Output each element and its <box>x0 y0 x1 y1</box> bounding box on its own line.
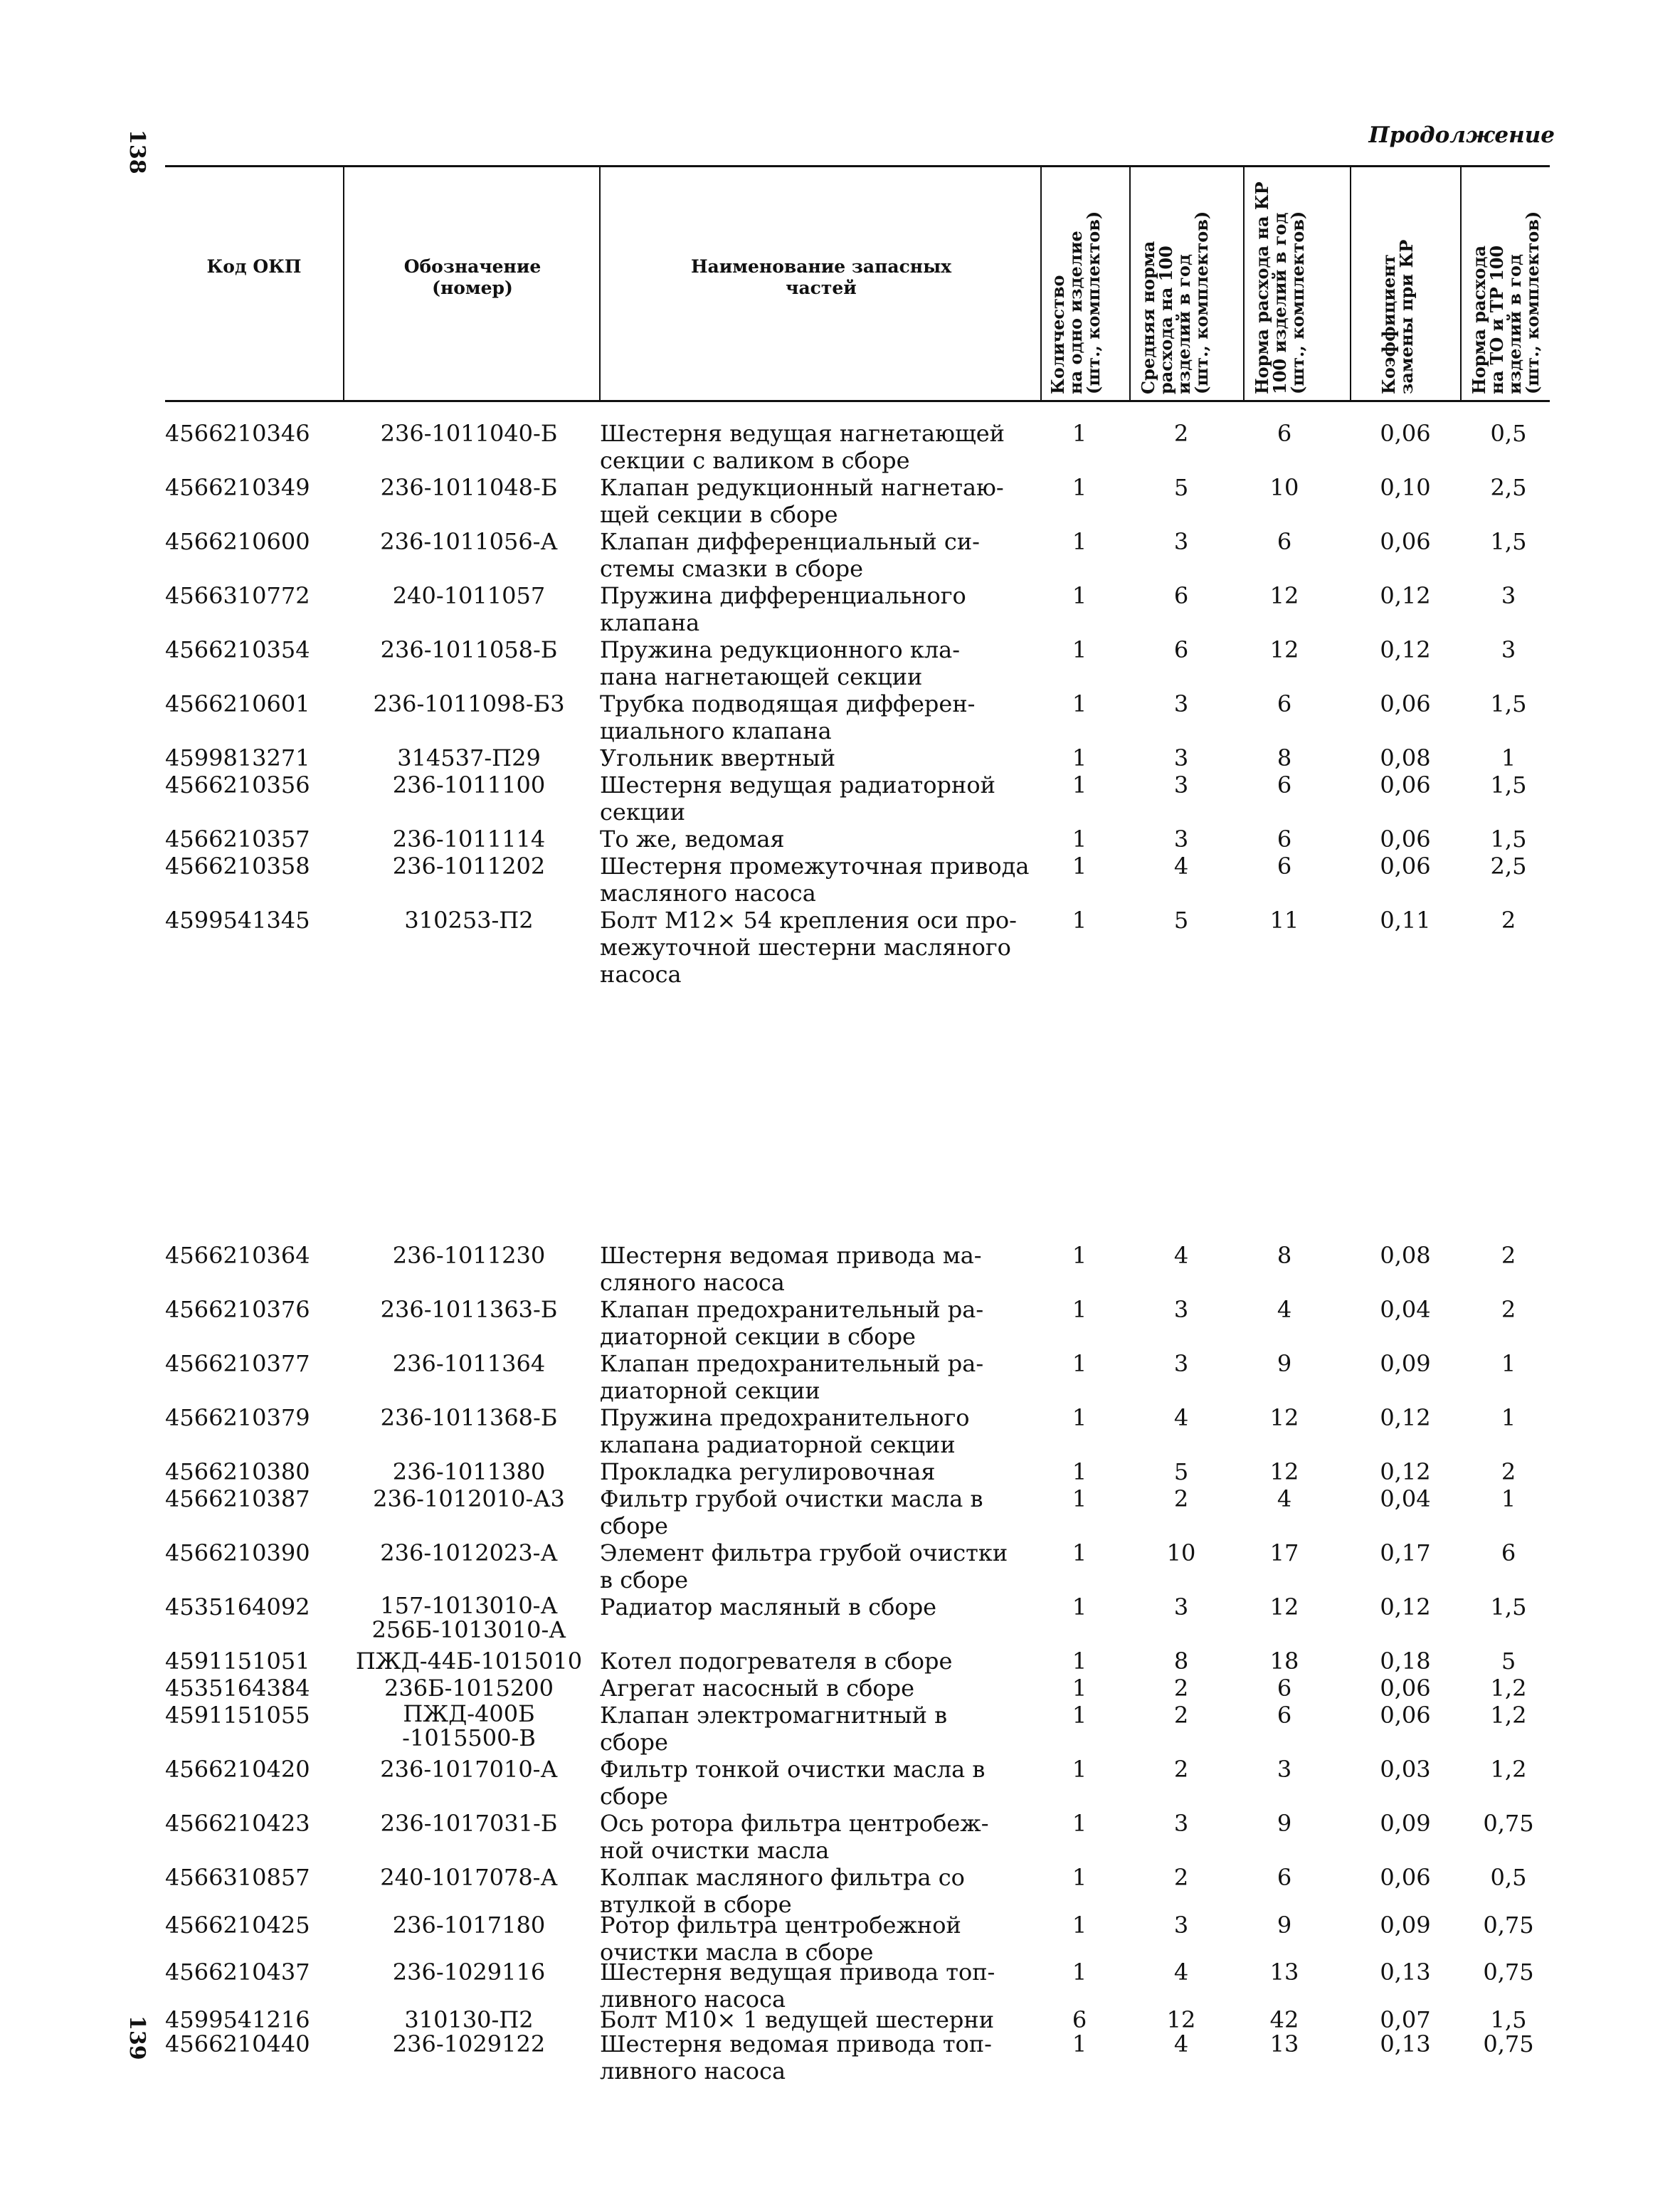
to-norm-cell: 1,5 <box>1490 1593 1527 1621</box>
header-avg-cell <box>1129 165 1243 400</box>
coef-cell: 0,07 <box>1380 2006 1431 2033</box>
qty-cell: 1 <box>1072 1912 1087 1939</box>
to-norm-cell: 2 <box>1501 1458 1516 1485</box>
avg-norm-cell: 3 <box>1173 1593 1189 1621</box>
name-cell: Шестерня ведущая нагнетающей секции с валиком в сборе <box>600 420 1005 474</box>
avg-norm-cell: 3 <box>1173 771 1189 799</box>
name-cell: Болт М12× 54 крепления оси про- межуточной шестерни масляного насоса <box>600 907 1017 988</box>
code-cell: 4566210357 <box>165 826 310 853</box>
to-norm-cell: 1,2 <box>1490 1675 1527 1702</box>
to-norm-cell: 1,5 <box>1490 528 1527 555</box>
avg-norm-cell: 10 <box>1166 1539 1196 1566</box>
kr-norm-cell: 12 <box>1269 1593 1299 1621</box>
code-cell: 4566210356 <box>165 771 310 799</box>
header-qty: Количество на одно изделие (шт., комплектов) <box>1047 211 1104 394</box>
kr-norm-cell: 13 <box>1269 1959 1299 1986</box>
qty-cell: 1 <box>1072 1539 1087 1566</box>
coef-cell: 0,18 <box>1380 1648 1431 1675</box>
code-cell: 4535164384 <box>165 1675 310 1702</box>
designation-cell: 236-1011056-А <box>380 528 558 555</box>
qty-cell: 1 <box>1072 907 1087 934</box>
coef-cell: 0,06 <box>1380 853 1431 880</box>
header-name: Наименование запасных частей <box>690 256 952 298</box>
code-cell: 4566210379 <box>165 1404 310 1431</box>
kr-norm-cell: 6 <box>1277 690 1292 717</box>
code-cell: 4566210349 <box>165 474 310 501</box>
code-cell: 4566210358 <box>165 853 310 880</box>
designation-cell: 236-1011098-Б3 <box>373 690 565 717</box>
kr-norm-cell: 4 <box>1277 1485 1292 1512</box>
name-cell: Пружина предохранительного клапана радиаторной секции <box>600 1404 970 1458</box>
code-cell: 4566310772 <box>165 582 310 609</box>
avg-norm-cell: 5 <box>1173 474 1189 501</box>
avg-norm-cell: 6 <box>1173 636 1189 663</box>
header-designation: Обозначение (номер) <box>403 256 541 298</box>
code-cell: 4535164092 <box>165 1593 310 1621</box>
qty-cell: 1 <box>1072 1959 1087 1986</box>
name-cell: Трубка подводящая дифферен- циального клапана <box>600 690 976 744</box>
coef-cell: 0,09 <box>1380 1350 1431 1377</box>
avg-norm-cell: 2 <box>1173 1756 1189 1783</box>
avg-norm-cell: 2 <box>1173 1485 1189 1512</box>
to-norm-cell: 1,5 <box>1490 771 1527 799</box>
designation-cell: 314537-П29 <box>397 744 541 771</box>
qty-cell: 1 <box>1072 1675 1087 1702</box>
kr-norm-cell: 42 <box>1269 2006 1299 2033</box>
avg-norm-cell: 5 <box>1173 907 1189 934</box>
code-cell: 4566210364 <box>165 1242 310 1269</box>
header-coef-cell <box>1350 165 1460 400</box>
qty-cell: 1 <box>1072 1702 1087 1729</box>
avg-norm-cell: 6 <box>1173 582 1189 609</box>
avg-norm-cell: 2 <box>1173 1702 1189 1729</box>
coef-cell: 0,04 <box>1380 1296 1431 1323</box>
name-cell: Шестерня ведущая радиаторной секции <box>600 771 995 826</box>
coef-cell: 0,06 <box>1380 420 1431 447</box>
table-header <box>165 165 1550 400</box>
name-cell: Ось ротора фильтра центробеж- ной очистки масла <box>600 1810 989 1864</box>
avg-norm-cell: 4 <box>1173 1242 1189 1269</box>
qty-cell: 6 <box>1072 2006 1087 2033</box>
coef-cell: 0,06 <box>1380 1864 1431 1891</box>
coef-cell: 0,06 <box>1380 528 1431 555</box>
avg-norm-cell: 12 <box>1166 2006 1196 2033</box>
coef-cell: 0,09 <box>1380 1912 1431 1939</box>
code-cell: 4566210354 <box>165 636 310 663</box>
header-coef: Коэффициент замены при КР <box>1378 239 1417 394</box>
code-cell: 4566210601 <box>165 690 310 717</box>
kr-norm-cell: 3 <box>1277 1756 1292 1783</box>
qty-cell: 1 <box>1072 2030 1087 2057</box>
name-cell: Шестерня ведомая привода ма- сляного насоса <box>600 1242 982 1296</box>
kr-norm-cell: 12 <box>1269 582 1299 609</box>
code-cell: 4566210437 <box>165 1959 310 1986</box>
to-norm-cell: 1,5 <box>1490 826 1527 853</box>
kr-norm-cell: 18 <box>1269 1648 1299 1675</box>
name-cell: Фильтр грубой очистки масла в сборе <box>600 1485 983 1539</box>
avg-norm-cell: 3 <box>1173 1912 1189 1939</box>
kr-norm-cell: 9 <box>1277 1912 1292 1939</box>
name-cell: Шестерня ведомая привода топ- ливного насоса <box>600 2030 992 2085</box>
to-norm-cell: 2,5 <box>1490 474 1527 501</box>
to-norm-cell: 1,2 <box>1490 1702 1527 1729</box>
coef-cell: 0,11 <box>1380 907 1431 934</box>
designation-cell: 240-1017078-А <box>380 1864 558 1891</box>
avg-norm-cell: 4 <box>1173 1959 1189 1986</box>
kr-norm-cell: 11 <box>1269 907 1299 934</box>
coef-cell: 0,06 <box>1380 826 1431 853</box>
code-cell: 4566210420 <box>165 1756 310 1783</box>
code-cell: 4566210423 <box>165 1810 310 1837</box>
qty-cell: 1 <box>1072 853 1087 880</box>
designation-cell: 310253-П2 <box>404 907 534 934</box>
code-cell: 4566210376 <box>165 1296 310 1323</box>
kr-norm-cell: 12 <box>1269 1458 1299 1485</box>
name-cell: Радиатор масляный в сборе <box>600 1593 937 1621</box>
code-cell: 4566210425 <box>165 1912 310 1939</box>
designation-cell: 236-1012010-А3 <box>373 1485 565 1512</box>
coef-cell: 0,12 <box>1380 582 1431 609</box>
header-avg-norm: Средняя норма расхода на 100 изделий в год (шт., комплектов) <box>1138 211 1212 394</box>
to-norm-cell: 2 <box>1501 1242 1516 1269</box>
designation-cell: ПЖД-44Б-1015010 <box>355 1648 583 1675</box>
coef-cell: 0,10 <box>1380 474 1431 501</box>
qty-cell: 1 <box>1072 1648 1087 1675</box>
code-cell: 4599541216 <box>165 2006 310 2033</box>
name-cell: Шестерня промежуточная привода масляного насоса <box>600 853 1030 907</box>
avg-norm-cell: 2 <box>1173 1675 1189 1702</box>
designation-cell: 236-1011040-Б <box>380 420 558 447</box>
kr-norm-cell: 6 <box>1277 1675 1292 1702</box>
coef-cell: 0,04 <box>1380 1485 1431 1512</box>
kr-norm-cell: 4 <box>1277 1296 1292 1323</box>
coef-cell: 0,12 <box>1380 1593 1431 1621</box>
designation-cell: ПЖД-400Б -1015500-В <box>402 1700 536 1751</box>
code-cell: 4566210440 <box>165 2030 310 2057</box>
designation-cell: 236-1011100 <box>392 771 546 799</box>
coef-cell: 0,08 <box>1380 744 1431 771</box>
designation-cell: 157-1013010-А 256Б-1013010-А <box>371 1592 566 1643</box>
name-cell: Угольник ввертный <box>600 744 836 771</box>
code-cell: 4566210377 <box>165 1350 310 1377</box>
designation-cell: 310130-П2 <box>404 2006 534 2033</box>
header-to-cell <box>1460 165 1550 400</box>
qty-cell: 1 <box>1072 1296 1087 1323</box>
header-designation-cell <box>343 165 599 400</box>
header-kr-cell <box>1243 165 1350 400</box>
code-cell: 4566210600 <box>165 528 310 555</box>
coef-cell: 0,12 <box>1380 1404 1431 1431</box>
code-cell: 4566210346 <box>165 420 310 447</box>
kr-norm-cell: 8 <box>1277 1242 1292 1269</box>
code-cell: 4591151051 <box>165 1648 310 1675</box>
designation-cell: 236-1012023-А <box>380 1539 558 1566</box>
continued-label: Продолжение <box>1368 122 1555 148</box>
kr-norm-cell: 13 <box>1269 2030 1299 2057</box>
name-cell: Элемент фильтра грубой очистки в сборе <box>600 1539 1008 1593</box>
designation-cell: 240-1011057 <box>392 582 546 609</box>
kr-norm-cell: 9 <box>1277 1350 1292 1377</box>
name-cell: Ротор фильтра центробежной очистки масла в сборе <box>600 1912 961 1966</box>
designation-cell: 236-1011380 <box>392 1458 546 1485</box>
to-norm-cell: 1 <box>1501 1485 1516 1512</box>
kr-norm-cell: 6 <box>1277 853 1292 880</box>
qty-cell: 1 <box>1072 474 1087 501</box>
coef-cell: 0,12 <box>1380 636 1431 663</box>
name-cell: Фильтр тонкой очистки масла в сборе <box>600 1756 986 1810</box>
designation-cell: 236-1029122 <box>392 2030 546 2057</box>
designation-cell: 236-1011368-Б <box>380 1404 558 1431</box>
code-cell: 4599813271 <box>165 744 310 771</box>
name-cell: Котел подогревателя в сборе <box>600 1648 953 1675</box>
designation-cell: 236-1017031-Б <box>380 1810 558 1837</box>
header-to-norm: Норма расхода на ТО и ТР 100 изделий в год (шт., комплектов) <box>1469 211 1543 394</box>
kr-norm-cell: 6 <box>1277 528 1292 555</box>
to-norm-cell: 3 <box>1501 582 1516 609</box>
header-kr-norm: Норма расхода на КР 100 изделий в год (шт., комплектов) <box>1252 181 1308 394</box>
kr-norm-cell: 17 <box>1269 1539 1299 1566</box>
avg-norm-cell: 4 <box>1173 853 1189 880</box>
kr-norm-cell: 10 <box>1269 474 1299 501</box>
name-cell: Шестерня ведущая привода топ- ливного насоса <box>600 1959 995 2013</box>
code-cell: 4566210390 <box>165 1539 310 1566</box>
to-norm-cell: 2 <box>1501 1296 1516 1323</box>
qty-cell: 1 <box>1072 1810 1087 1837</box>
coef-cell: 0,06 <box>1380 771 1431 799</box>
qty-cell: 1 <box>1072 636 1087 663</box>
kr-norm-cell: 8 <box>1277 744 1292 771</box>
kr-norm-cell: 12 <box>1269 1404 1299 1431</box>
kr-norm-cell: 6 <box>1277 420 1292 447</box>
coef-cell: 0,12 <box>1380 1458 1431 1485</box>
designation-cell: 236-1011058-Б <box>380 636 558 663</box>
header-bottom-rule <box>165 400 1550 402</box>
avg-norm-cell: 3 <box>1173 690 1189 717</box>
to-norm-cell: 0,5 <box>1490 420 1527 447</box>
avg-norm-cell: 2 <box>1173 1864 1189 1891</box>
name-cell: Болт М10× 1 ведущей шестерни <box>600 2006 995 2033</box>
name-cell: Клапан редукционный нагнетаю- щей секции в сборе <box>600 474 1004 528</box>
to-norm-cell: 1,5 <box>1490 690 1527 717</box>
header-name-cell <box>599 165 1040 400</box>
coef-cell: 0,06 <box>1380 1675 1431 1702</box>
avg-norm-cell: 2 <box>1173 420 1189 447</box>
qty-cell: 1 <box>1072 826 1087 853</box>
qty-cell: 1 <box>1072 1485 1087 1512</box>
to-norm-cell: 0,75 <box>1483 2030 1534 2057</box>
avg-norm-cell: 3 <box>1173 1296 1189 1323</box>
qty-cell: 1 <box>1072 1756 1087 1783</box>
designation-cell: 236-1011230 <box>392 1242 546 1269</box>
to-norm-cell: 1,5 <box>1490 2006 1527 2033</box>
coef-cell: 0,08 <box>1380 1242 1431 1269</box>
designation-cell: 236-1011114 <box>392 826 546 853</box>
coef-cell: 0,17 <box>1380 1539 1431 1566</box>
designation-cell: 236-1011202 <box>392 853 546 880</box>
to-norm-cell: 0,75 <box>1483 1810 1534 1837</box>
coef-cell: 0,13 <box>1380 2030 1431 2057</box>
qty-cell: 1 <box>1072 744 1087 771</box>
name-cell: Колпак масляного фильтра со втулкой в сборе <box>600 1864 965 1918</box>
name-cell: Клапан предохранительный ра- диаторной секции в сборе <box>600 1296 984 1350</box>
qty-cell: 1 <box>1072 771 1087 799</box>
header-code: Код ОКП <box>206 256 302 277</box>
code-cell: 4566310857 <box>165 1864 310 1891</box>
name-cell: Клапан электромагнитный в сборе <box>600 1702 948 1756</box>
kr-norm-cell: 12 <box>1269 636 1299 663</box>
to-norm-cell: 3 <box>1501 636 1516 663</box>
avg-norm-cell: 3 <box>1173 1350 1189 1377</box>
kr-norm-cell: 9 <box>1277 1810 1292 1837</box>
to-norm-cell: 1 <box>1501 1350 1516 1377</box>
to-norm-cell: 1 <box>1501 744 1516 771</box>
kr-norm-cell: 6 <box>1277 1864 1292 1891</box>
name-cell: Пружина дифференциального клапана <box>600 582 966 636</box>
to-norm-cell: 5 <box>1501 1648 1516 1675</box>
kr-norm-cell: 6 <box>1277 771 1292 799</box>
designation-cell: 236-1011048-Б <box>380 474 558 501</box>
to-norm-cell: 1,2 <box>1490 1756 1527 1783</box>
avg-norm-cell: 4 <box>1173 2030 1189 2057</box>
designation-cell: 236-1029116 <box>392 1959 546 1986</box>
to-norm-cell: 1 <box>1501 1404 1516 1431</box>
coef-cell: 0,13 <box>1380 1959 1431 1986</box>
name-cell: То же, ведомая <box>600 826 785 853</box>
qty-cell: 1 <box>1072 1864 1087 1891</box>
designation-cell: 236-1017010-А <box>380 1756 558 1783</box>
page-number-bottom: 139 <box>125 2015 149 2060</box>
code-cell: 4566210387 <box>165 1485 310 1512</box>
to-norm-cell: 0,5 <box>1490 1864 1527 1891</box>
to-norm-cell: 2,5 <box>1490 853 1527 880</box>
designation-cell: 236-1011363-Б <box>380 1296 558 1323</box>
avg-norm-cell: 3 <box>1173 826 1189 853</box>
qty-cell: 1 <box>1072 1242 1087 1269</box>
to-norm-cell: 0,75 <box>1483 1912 1534 1939</box>
qty-cell: 1 <box>1072 582 1087 609</box>
coef-cell: 0,03 <box>1380 1756 1431 1783</box>
qty-cell: 1 <box>1072 1404 1087 1431</box>
page-number-top: 138 <box>125 130 149 174</box>
qty-cell: 1 <box>1072 1458 1087 1485</box>
to-norm-cell: 0,75 <box>1483 1959 1534 1986</box>
name-cell: Клапан дифференциальный си- стемы смазки в сборе <box>600 528 980 582</box>
designation-cell: 236-1011364 <box>392 1350 546 1377</box>
avg-norm-cell: 4 <box>1173 1404 1189 1431</box>
qty-cell: 1 <box>1072 1350 1087 1377</box>
name-cell: Агрегат насосный в сборе <box>600 1675 915 1702</box>
designation-cell: 236Б-1015200 <box>384 1675 554 1702</box>
name-cell: Прокладка регулировочная <box>600 1458 936 1485</box>
designation-cell: 236-1017180 <box>392 1912 546 1939</box>
code-cell: 4599541345 <box>165 907 310 934</box>
avg-norm-cell: 8 <box>1173 1648 1189 1675</box>
coef-cell: 0,06 <box>1380 690 1431 717</box>
qty-cell: 1 <box>1072 528 1087 555</box>
avg-norm-cell: 3 <box>1173 528 1189 555</box>
kr-norm-cell: 6 <box>1277 826 1292 853</box>
avg-norm-cell: 5 <box>1173 1458 1189 1485</box>
code-cell: 4591151055 <box>165 1702 310 1729</box>
code-cell: 4566210380 <box>165 1458 310 1485</box>
coef-cell: 0,06 <box>1380 1702 1431 1729</box>
name-cell: Клапан предохранительный ра- диаторной секции <box>600 1350 984 1404</box>
coef-cell: 0,09 <box>1380 1810 1431 1837</box>
header-code-cell <box>165 165 343 400</box>
header-qty-cell <box>1040 165 1129 400</box>
qty-cell: 1 <box>1072 420 1087 447</box>
qty-cell: 1 <box>1072 690 1087 717</box>
avg-norm-cell: 3 <box>1173 1810 1189 1837</box>
to-norm-cell: 2 <box>1501 907 1516 934</box>
avg-norm-cell: 3 <box>1173 744 1189 771</box>
name-cell: Пружина редукционного кла- пана нагнетающей секции <box>600 636 961 690</box>
kr-norm-cell: 6 <box>1277 1702 1292 1729</box>
qty-cell: 1 <box>1072 1593 1087 1621</box>
to-norm-cell: 6 <box>1501 1539 1516 1566</box>
